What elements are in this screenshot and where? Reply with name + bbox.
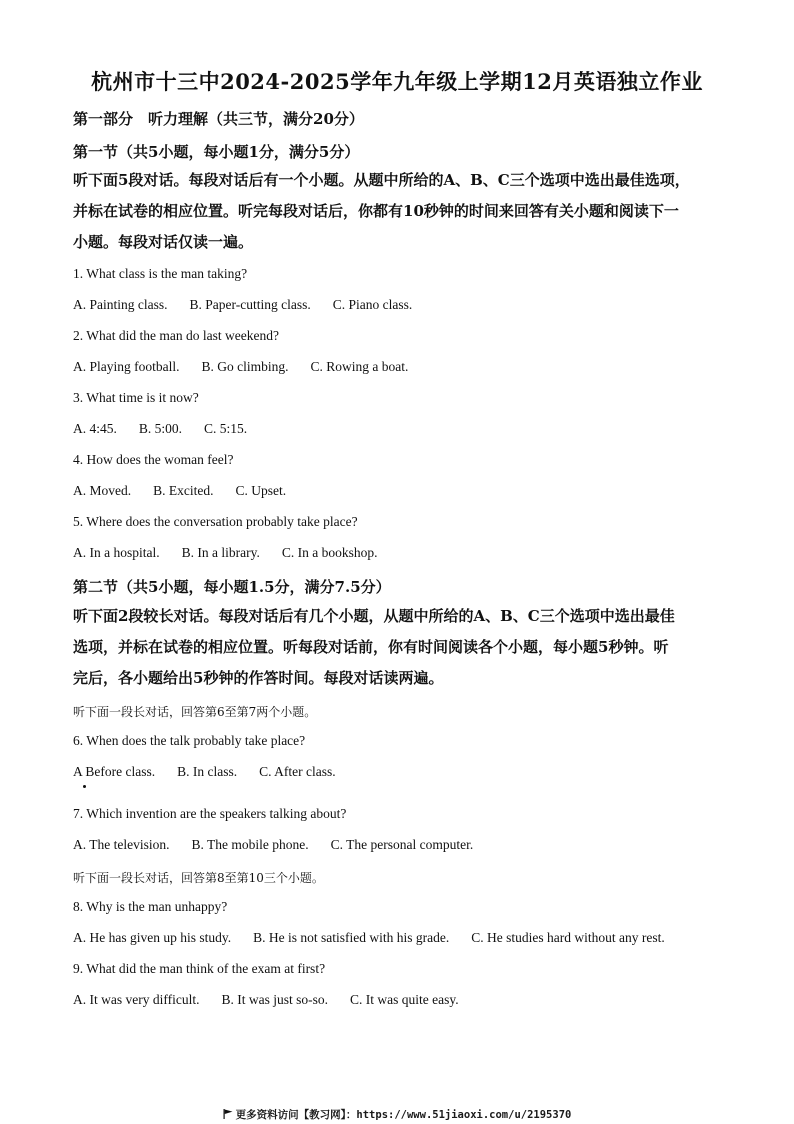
instruction-line: 小题。每段对话仅读一遍。 xyxy=(73,233,254,251)
option-a: A. Moved. xyxy=(73,483,132,498)
option-b: B. Paper-cutting class. xyxy=(189,297,311,312)
option-c: C. It was quite easy. xyxy=(350,992,459,1007)
question-4: 4. How does the woman feel? xyxy=(73,452,234,467)
section2-instructions xyxy=(73,601,733,694)
section2-heading: 第二节（共5小题，每小题1.5分，满分7.5分） xyxy=(73,578,391,596)
options-6 xyxy=(73,764,358,780)
instruction-line: 听下面2段较长对话。每段对话后有几个小题，从题中所给的A、B、C三个选项中选出最佳 xyxy=(73,607,675,625)
flag-icon xyxy=(223,1109,233,1119)
option-b: B. Go climbing. xyxy=(201,359,289,374)
instruction-line: 听下面5段对话。每段对话后有一个小题。从题中所给的A、B、C三个选项中选出最佳选项， xyxy=(73,171,690,189)
option-c: C. Upset. xyxy=(235,483,287,498)
option-c: C. After class. xyxy=(259,764,336,779)
option-b: B. It was just so-so. xyxy=(221,992,328,1007)
question-7: 7. Which invention are the speakers talking about? xyxy=(73,806,347,821)
page-title: 杭州市十三中2024-2025学年九年级上学期12月英语独立作业 xyxy=(91,69,703,94)
stray-dot-mark xyxy=(83,785,86,788)
options-9 xyxy=(73,992,481,1008)
options-7 xyxy=(73,837,495,853)
part1-heading: 第一部分 听力理解（共三节，满分20分） xyxy=(73,110,364,128)
dialogue-note-1: 听下面一段长对话，回答第6至第7两个小题。 xyxy=(73,705,317,719)
option-b: B. 5:00. xyxy=(138,421,183,436)
options-1 xyxy=(73,297,434,313)
option-c: C. Piano class. xyxy=(332,297,413,312)
option-a: A. 4:45. xyxy=(73,421,117,436)
question-3: 3. What time is it now? xyxy=(73,390,199,405)
instruction-line: 并标在试卷的相应位置。听完每段对话后，你都有10秒钟的时间来回答有关小题和阅读下一 xyxy=(73,202,679,220)
option-b: B. The mobile phone. xyxy=(191,837,309,852)
footer-link[interactable] xyxy=(0,1107,794,1122)
question-1: 1. What class is the man taking? xyxy=(73,266,248,281)
question-9: 9. What did the man think of the exam at first? xyxy=(73,961,326,976)
option-b: B. In class. xyxy=(177,764,238,779)
question-5: 5. Where does the conversation probably take place? xyxy=(73,514,358,529)
option-a: A. Painting class. xyxy=(73,297,168,312)
question-6: 6. When does the talk probably take place? xyxy=(73,733,306,748)
option-c: C. The personal computer. xyxy=(330,837,474,852)
option-a: A. Playing football. xyxy=(73,359,180,374)
question-8: 8. Why is the man unhappy? xyxy=(73,899,228,914)
option-c: C. Rowing a boat. xyxy=(310,359,409,374)
footer-text: 更多资料访问【教习网】：https://www.51jiaoxi.com/u/2195370 xyxy=(235,1109,572,1121)
section1-heading: 第一节（共5小题，每小题1分，满分5分） xyxy=(73,143,360,161)
instruction-line: 选项，并标在试卷的相应位置。听每段对话前，你有时间阅读各个小题，每小题5秒钟。听 xyxy=(73,638,669,656)
option-b: B. Excited. xyxy=(153,483,214,498)
option-b: B. He is not satisfied with his grade. xyxy=(253,930,450,945)
options-2 xyxy=(73,359,430,375)
options-5 xyxy=(73,545,399,561)
options-8 xyxy=(73,930,687,946)
option-a: A. He has given up his study. xyxy=(73,930,232,945)
dialogue-note-2: 听下面一段长对话，回答第8至第10三个小题。 xyxy=(73,871,324,885)
option-b: B. In a library. xyxy=(181,545,260,560)
question-2: 2. What did the man do last weekend? xyxy=(73,328,279,343)
option-c: C. He studies hard without any rest. xyxy=(471,930,665,945)
section1-instructions xyxy=(73,165,733,258)
option-a: A. In a hospital. xyxy=(73,545,160,560)
options-3 xyxy=(73,421,269,437)
option-c: C. 5:15. xyxy=(204,421,248,436)
options-4 xyxy=(73,483,308,499)
instruction-line: 完后，各小题给出5秒钟的作答时间。每段对话读两遍。 xyxy=(73,669,444,687)
option-a: A. The television. xyxy=(73,837,170,852)
option-a: A Before class. xyxy=(73,764,156,779)
option-a: A. It was very difficult. xyxy=(73,992,200,1007)
option-c: C. In a bookshop. xyxy=(281,545,378,560)
